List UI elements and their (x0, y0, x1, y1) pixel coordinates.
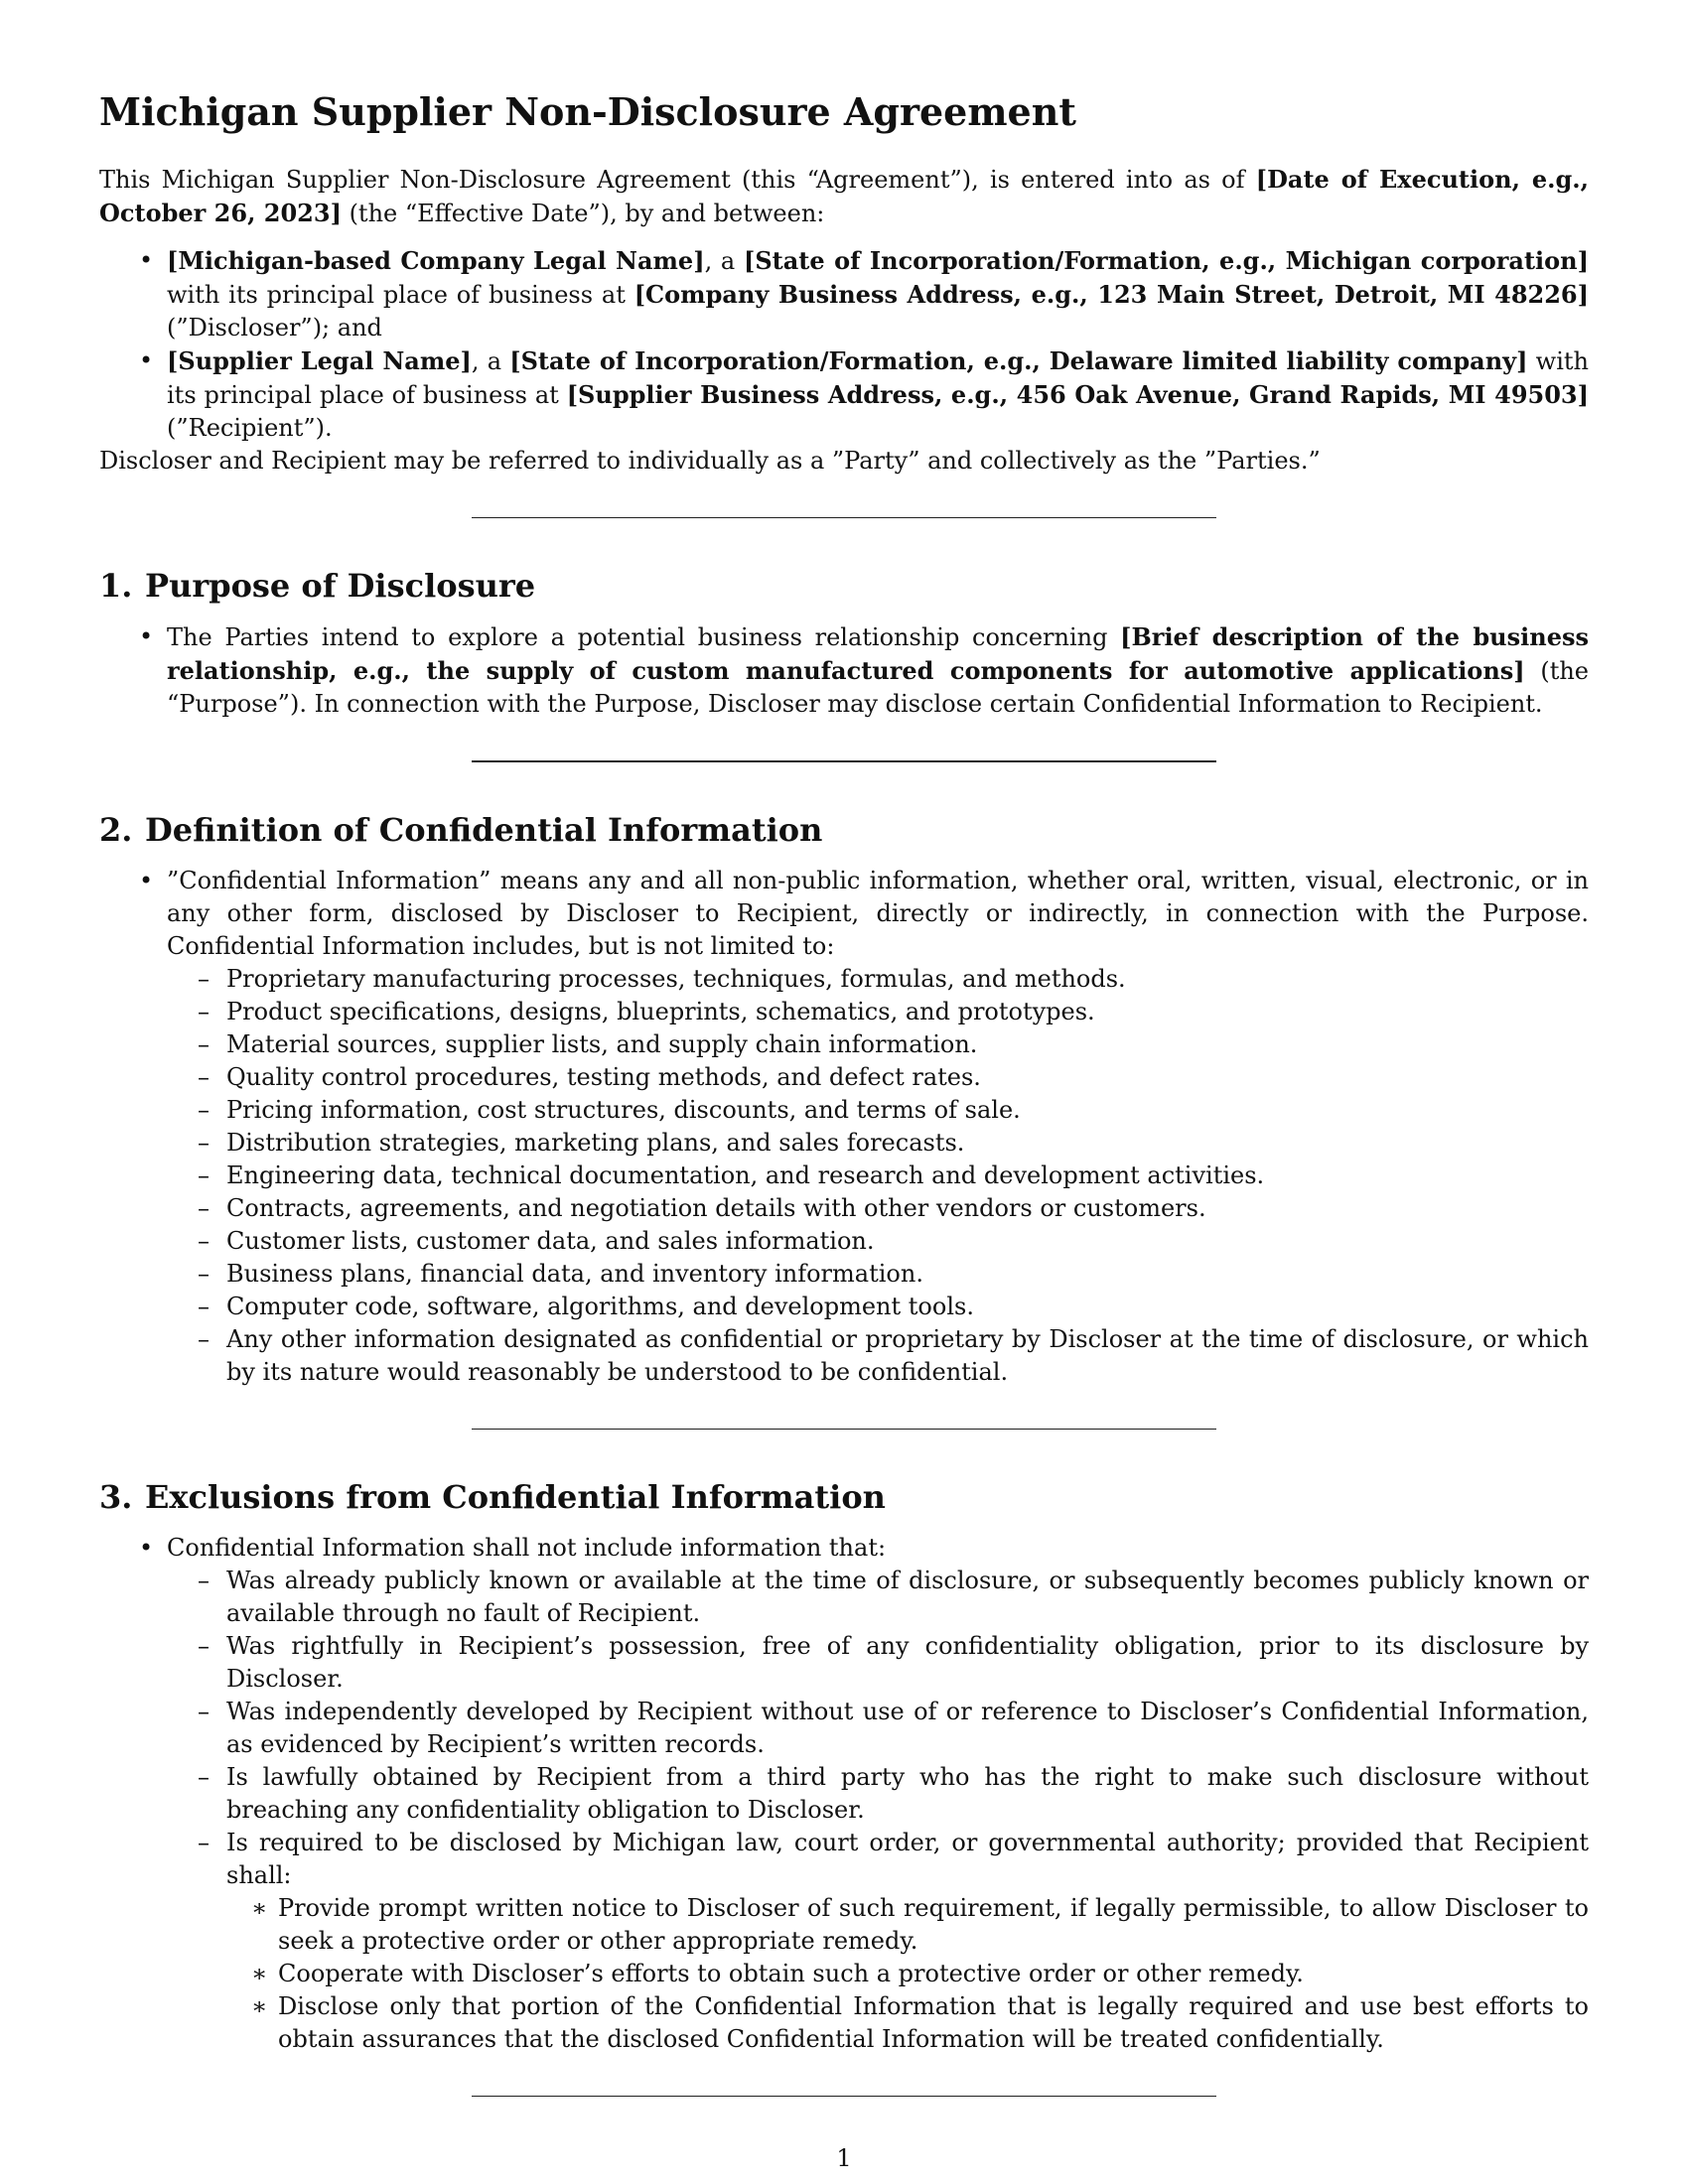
divider (472, 2096, 1216, 2097)
purpose-placeholder: [Brief description of the business relationship, e.g., the supply of custom manufactured components for automotive applications] (167, 622, 1589, 685)
list-item: – Engineering data, technical documentation, and research and development activities. (226, 1160, 1589, 1192)
list-item: – Computer code, software, algorithms, and development tools. (226, 1291, 1589, 1323)
document-title: Michigan Supplier Non-Disclosure Agreement (99, 89, 1076, 134)
definition-items (167, 963, 1589, 1389)
list-item: – Quality control procedures, testing methods, and defect rates. (226, 1061, 1589, 1094)
list-item: – Business plans, financial data, and inventory information. (226, 1258, 1589, 1291)
section-heading-purpose: 1. Purpose of Disclosure (99, 567, 536, 605)
intro-paragraph: This Michigan Supplier Non-Disclosure Agreement (this “Agreement”), is entered into as of [Date of Execution, e.g., October 26, 2023] (the “Effective Date”), by and between: (99, 165, 1589, 227)
list-item: – Pricing information, cost structures, discounts, and terms of sale. (226, 1094, 1589, 1127)
party-discloser: • [Michigan-based Company Legal Name], a [State of Incorporation/Formation, e.g., Michigan corporation] with its principal place of business at [Company Business Address, e.g., 123 Main Street, Detroit, MI 48226] (”Discloser”); and (167, 244, 1589, 344)
divider (472, 517, 1216, 518)
purpose-list (99, 620, 1589, 721)
list-item: – Was rightfully in Recipient’s possession, free of any confidentiality obligation, prior to its disclosure by Discloser. (226, 1630, 1589, 1696)
exclusions-list (99, 1532, 1589, 2056)
sub-list-item: ∗ Disclose only that portion of the Confidential Information that is legally required and use best efforts to obtain assurances that the disclosed Confidential Information will be treated confidentially. (278, 1990, 1589, 2056)
effective-date-placeholder: [Date of Execution, e.g., October 26, 2023] (99, 165, 1589, 227)
divider (472, 1429, 1216, 1430)
list-item: – Distribution strategies, marketing plans, and sales forecasts. (226, 1127, 1589, 1160)
sub-list-item: ∗ Cooperate with Discloser’s efforts to obtain such a protective order or other remedy. (278, 1958, 1589, 1990)
section-heading-exclusions: 3. Exclusions from Confidential Information (99, 1478, 886, 1516)
list-item: – Is required to be disclosed by Michigan law, court order, or governmental authority; provided that Recipient shall: ∗ Provide prompt written notice to Discloser of such requirement, if legally permissible, to allow Discloser to seek a protective order or other appropriate remedy. ∗ Cooperate with Discloser’s efforts to obtain such a protective order or other remedy. ∗ Disclose only that portion of the Confidential Information that is legally required and use best efforts to obtain assurances that the disclosed Confidential Information will be treated confidentially. (226, 1827, 1589, 2056)
parties-note: Discloser and Recipient may be referred to individually as a ”Party” and collectively as the ”Parties.” (99, 447, 1321, 475)
exclusions-bullet: • Confidential Information shall not include information that: – Was already publicly known or available at the time of disclosure, or subsequently becomes publicly known or available through no fault of Recipient. – Was rightfully in Recipient’s possession, free of any confidentiality obligation, prior to its disclosure by Discloser. – Was independently developed by Recipient without use of or reference to Discloser’s Confidential Information, as evidenced by Recipient’s written records. – Is lawfully obtained by Recipient from a third party who has the right to make such disclosure without breaching any confidentiality obligation to Discloser. – Is required to be disclosed by Michigan law, court order, or governmental authority; provided that Recipient shall: ∗ Provide prompt written notice to Discloser of such requirement, if legally permissible, to allow Discloser to seek a protective order or other appropriate remedy. ∗ Cooperate with Discloser’s efforts to obtain such a protective order or other remedy. ∗ Disclose only that portion of the Confidential Information that is legally required and use best efforts to obtain assurances that the disclosed Confidential Information will be treated confidentially. (167, 1532, 1589, 2056)
list-item: – Is lawfully obtained by Recipient from a third party who has the right to make such disclosure without breaching any confidentiality obligation to Discloser. (226, 1761, 1589, 1827)
list-item: – Product specifications, designs, blueprints, schematics, and prototypes. (226, 996, 1589, 1028)
purpose-bullet: • The Parties intend to explore a potential business relationship concerning [Brief description of the business relationship, e.g., the supply of custom manufactured components for automotive applications] (the “Purpose”). In connection with the Purpose, Discloser may disclose certain Confidential Information to Recipient. (167, 620, 1589, 721)
document-page (99, 87, 1589, 2097)
definition-list (99, 865, 1589, 1389)
list-item: – Was already publicly known or available at the time of disclosure, or subsequently becomes publicly known or available through no fault of Recipient. (226, 1565, 1589, 1630)
list-item: – Customer lists, customer data, and sales information. (226, 1225, 1589, 1258)
list-item: – Material sources, supplier lists, and supply chain information. (226, 1028, 1589, 1061)
sub-list-item: ∗ Provide prompt written notice to Discloser of such requirement, if legally permissible, to allow Discloser to seek a protective order or other appropriate remedy. (278, 1892, 1589, 1958)
divider (472, 760, 1216, 762)
section-heading-definition: 2. Definition of Confidential Information (99, 811, 823, 849)
list-item: – Was independently developed by Recipient without use of or reference to Discloser’s Confidential Information, as evidenced by Recipient’s written records. (226, 1696, 1589, 1761)
list-item: – Proprietary manufacturing processes, techniques, formulas, and methods. (226, 963, 1589, 996)
party-recipient: • [Supplier Legal Name], a [State of Incorporation/Formation, e.g., Delaware limited liability company] with its principal place of business at [Supplier Business Address, e.g., 456 Oak Avenue, Grand Rapids, MI 49503] (”Recipient”). (167, 344, 1589, 445)
page-number: 1 (836, 2144, 852, 2172)
parties-list (99, 244, 1589, 445)
exclusion-items (167, 1565, 1589, 2056)
definition-bullet: • ”Confidential Information” means any and all non-public information, whether oral, written, visual, electronic, or in any other form, disclosed by Discloser to Recipient, directly or indirectly, in connection with the Purpose. Confidential Information includes, but is not limited to: – Proprietary manufacturing processes, techniques, formulas, and methods. – Product specifications, designs, blueprints, schematics, and prototypes. – Material sources, supplier lists, and supply chain information. – Quality control procedures, testing methods, and defect rates. – Pricing information, cost structures, discounts, and terms of sale. – Distribution strategies, marketing plans, and sales forecasts. – Engineering data, technical documentation, and research and development activities. – Contracts, agreements, and negotiation details with other vendors or customers. – Customer lists, customer data, and sales information. – Business plans, financial data, and inventory information. – Computer code, software, algorithms, and development tools. – Any other information designated as confidential or proprietary by Discloser at the time of disclosure, or which by its nature would reasonably be understood to be confidential. (167, 865, 1589, 1389)
list-item: – Any other information designated as confidential or proprietary by Discloser at the time of disclosure, or which by its nature would reasonably be understood to be confidential. (226, 1323, 1589, 1389)
required-disclosure-items (226, 1892, 1589, 2056)
list-item: – Contracts, agreements, and negotiation details with other vendors or customers. (226, 1192, 1589, 1225)
